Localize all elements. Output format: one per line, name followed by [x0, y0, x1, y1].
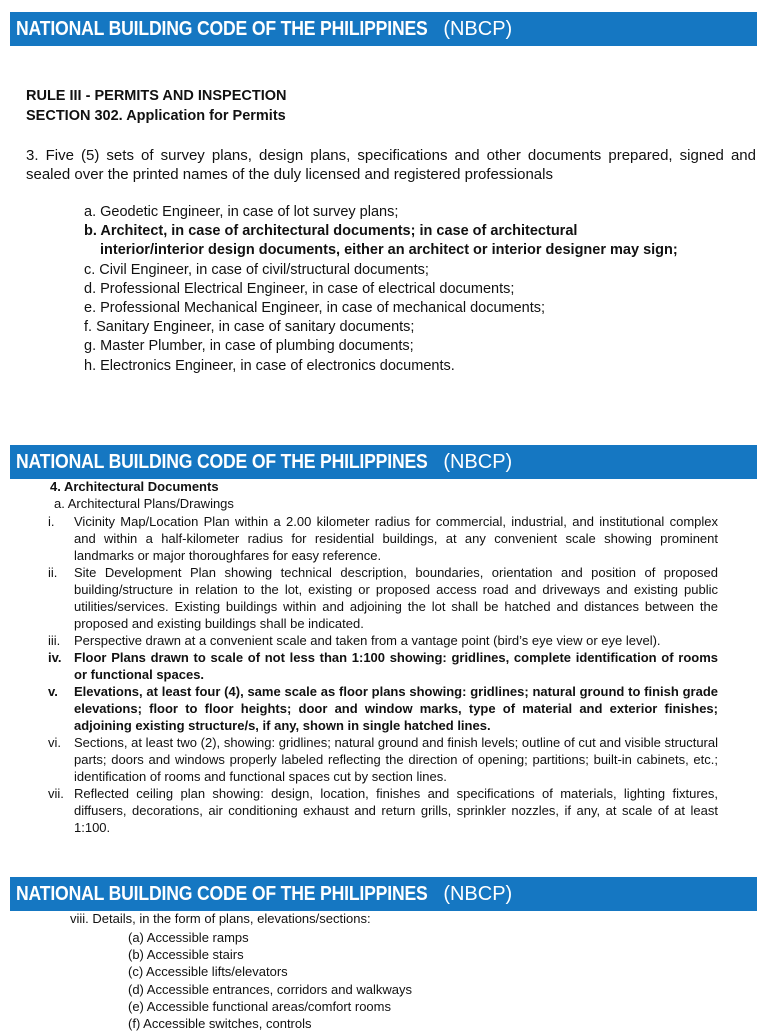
list-item: d. Professional Electrical Engineer, in case of electrical documents;	[84, 280, 515, 297]
list-item: h. Electronics Engineer, in case of electronics documents.	[84, 357, 455, 374]
list-item: (a) Accessible ramps	[128, 930, 249, 945]
list-item	[48, 632, 718, 649]
list-item-number: v.	[48, 684, 58, 699]
architectural-plans-subheading: a. Architectural Plans/Drawings	[54, 496, 234, 511]
list-item	[48, 649, 718, 683]
list-item: (b) Accessible stairs	[128, 947, 244, 963]
header-title: NATIONAL BUILDING CODE OF THE PHILIPPINES	[16, 18, 428, 40]
architectural-documents-heading: 4. Architectural Documents	[50, 479, 219, 494]
list-item-number: vii.	[48, 786, 64, 801]
list-item-continuation: interior/interior design documents, either an architect or interior designer may sign;	[100, 242, 678, 259]
list-item-text: Site Development Plan showing technical description, boundaries, orientation and position of proposed building/structure in relation to the lot, existing or proposed access road and driveways and existing public utilities/services. Existing buildings within and adjoining the lot shall be hatched and distances between the proposed and existing buildings shall be indicated.	[74, 565, 718, 631]
header-banner-1	[10, 12, 757, 46]
list-item	[48, 513, 718, 564]
details-heading: viii. Details, in the form of plans, elevations/sections:	[70, 911, 371, 926]
list-item: (c) Accessible lifts/elevators	[128, 964, 288, 980]
list-item: (d) Accessible entrances, corridors and walkways	[128, 981, 412, 997]
rule-heading: RULE III - PERMITS AND INSPECTION	[26, 88, 287, 104]
list-item-number: vi.	[48, 735, 61, 750]
list-item: a. Geodetic Engineer, in case of lot survey plans;	[84, 204, 399, 220]
list-item-text: Perspective drawn at a convenient scale and taken from a vantage point (bird’s eye view or eye level).	[74, 633, 661, 648]
accessibility-details-list	[128, 929, 412, 1032]
list-item-number: i.	[48, 514, 55, 529]
list-item	[48, 683, 718, 734]
list-item-text: Vicinity Map/Location Plan within a 2.00 kilometer radius for commercial, industrial, and institutional complex and within a half-kilometer radius for residential buildings, at any convenient scale showing prominent landmarks or major thoroughfares for easy reference.	[74, 514, 718, 563]
list-item	[48, 785, 718, 836]
header-banner-2	[10, 445, 757, 479]
header-abbr: (NBCP)	[443, 18, 513, 40]
list-item: (e) Accessible functional areas/comfort rooms	[128, 998, 391, 1014]
list-item-number: iv.	[48, 650, 62, 665]
list-item	[48, 564, 718, 632]
header-title: NATIONAL BUILDING CODE OF THE PHILIPPINES	[16, 883, 428, 905]
professionals-list	[84, 203, 764, 376]
header-abbr: (NBCP)	[443, 883, 513, 905]
header-title: NATIONAL BUILDING CODE OF THE PHILIPPINES	[16, 451, 428, 473]
list-item-text: Floor Plans drawn to scale of not less than 1:100 showing: gridlines, complete identification of rooms or functional spaces.	[74, 650, 718, 682]
paragraph-3: 3. Five (5) sets of survey plans, design plans, specifications and other documents prepared, signed and sealed over the printed names of the duly licensed and registered professionals	[26, 147, 756, 183]
section-heading: SECTION 302. Application for Permits	[26, 108, 286, 124]
list-item	[48, 734, 718, 785]
list-item-text: Sections, at least two (2), showing: gridlines; natural ground and finish levels; outline of cut and visible structural parts; doors and windows properly labeled reflecting the direction of opening; partitions; built-in cabinets, etc.; identification of rooms and functional spaces cut by section lines.	[74, 735, 718, 784]
list-item: (f) Accessible switches, controls	[128, 1016, 312, 1032]
list-item: f. Sanitary Engineer, in case of sanitary documents;	[84, 319, 415, 336]
list-item-text: b. Architect, in case of architectural documents; in case of architectural	[84, 223, 578, 240]
list-item: c. Civil Engineer, in case of civil/structural documents;	[84, 261, 429, 278]
header-abbr: (NBCP)	[443, 451, 513, 473]
list-item: g. Master Plumber, in case of plumbing documents;	[84, 338, 414, 355]
list-item-text: Reflected ceiling plan showing: design, location, finishes and specifications of materials, lighting fixtures, diffusers, decorations, air conditioning exhaust and return grills, sprinkler nozzles, if any, at scale of at least 1:100.	[74, 786, 718, 835]
list-item: e. Professional Mechanical Engineer, in case of mechanical documents;	[84, 300, 546, 317]
architectural-plans-list	[48, 513, 718, 836]
list-item-text: Elevations, at least four (4), same scale as floor plans showing: gridlines; natural ground to finish grade elevations; floor to floor heights; door and window marks, type of material and exterior finishes; adjoining existing structure/s, if any, shown in single hatched lines.	[74, 684, 718, 733]
list-item-number: iii.	[48, 633, 61, 648]
header-banner-3	[10, 877, 757, 911]
list-item	[84, 222, 764, 260]
list-item-number: ii.	[48, 565, 58, 580]
